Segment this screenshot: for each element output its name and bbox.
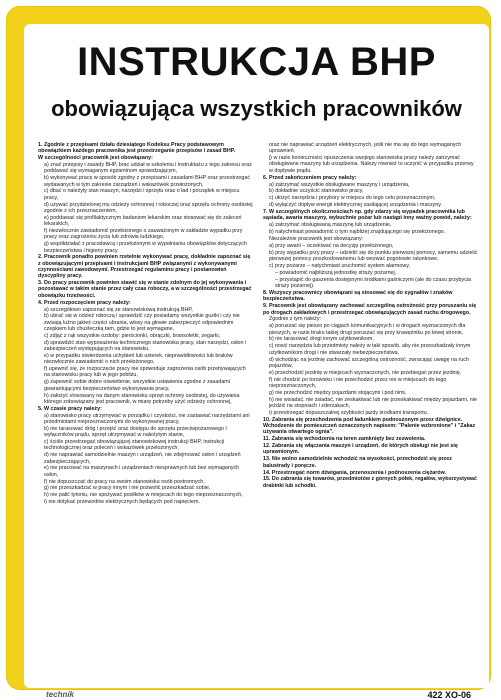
instruction-line: h) założyć stosowany na danym stanowisku sprzęt ochrony osobistej, do używania którego zobowiązany jest pracownik, w miarę potrzeby użyć odzieży ochronnej, — [44, 392, 240, 405]
right-column — [263, 142, 478, 672]
instruction-line: i) przestrzegać dopuszczalnej szybkości jazdy środkami transportu. — [269, 409, 429, 416]
instruction-line: a) poruszać się pieszo po ciągach komunikacyjnych i w drogach wyznaczonych dla pieszych, w razie braku takiej drogi poruszać się przy krawężniku po lewej stronie, — [269, 323, 466, 336]
instruction-line: g) współdziałać z pracodawcą i przełożonymi w wypełnianiu obowiązków dotyczących bezpieczeństwa i higieny pracy. — [44, 241, 247, 254]
instruction-line: f) niezwłocznie zawiadomić przełożonego o zauważonym w zakładzie wypadku przy pracy oraz zagrożeniu życia lub zdrowia ludzkiego, — [44, 228, 243, 241]
instruction-line: 7. W szczególnych okolicznościach np. gdy zdarzy się wypadek pracownika lub sąsiada, awaria maszyny, wybuchnie pożar lub nastąpi inny ważny powód, należy: — [263, 209, 472, 222]
instruction-line: g) nie przeszkadzać w pracy innym i nie pozwolić przeszkadzać sobie, — [44, 485, 211, 492]
instruction-line: g) nie przechodzić między pojazdami stojącymi i pod nimi, — [269, 389, 407, 396]
instruction-line: b) nie tarasować drogi innym użytkownikom, — [269, 336, 374, 343]
instruction-line: e) w przypadku stwierdzenia uchybień lub usterek, nieprawidłowości lub braków niezwłocznie zawiadomić o nich przełożonego, — [44, 353, 233, 366]
instruction-line: 6. Przed zakończeniem pracy należy: — [263, 174, 357, 181]
instruction-line: 2. Pracownik ponadto powinien rzetelnie wykonywać pracę, dokładnie zapoznać się z obowiązującymi przepisami i instrukcjami BHP związanymi z wykonywanymi czynnościami zawodowymi. Przestrzegać regulaminu pracy i postanowień dyscypliny pracy. — [38, 254, 251, 280]
instruction-line: W szczególności pracownik jest obowiązany: — [38, 155, 153, 162]
instruction-line: a) stanowisko pracy utrzymywać w porządku i czystości, nie zastawiać narzędziami ani przedmiotami nieprzeznaczonymi do wykonywanej pracy, — [44, 412, 250, 425]
instruction-line: a) zatrzymać obsługiwaną maszynę lub urządzenie, — [269, 222, 392, 229]
instruction-line: b) natychmiast powiadomić o tym najbliżej znajdującego się przełożonego. — [269, 229, 446, 236]
instruction-line: e) poddawać się profilaktycznym badaniom lekarskim oraz stosować się do zaleceń lekarskich, — [44, 214, 242, 228]
instruction-line: d) sprawdzić stan wyposażenia technicznego stanowiska pracy, stan narzędzi, osłon i zabezpieczeń występujących na stanowisku, — [44, 339, 247, 353]
instruction-line: 10. Zabrania się przechodzenia pod ładunkiem podnoszonym przez dźwignice. Wchodzenie do pomieszczeń oznaczonych napisem: "Palenie wzbronione" i "Zakaz używania otwartego ognia". — [263, 416, 476, 436]
instruction-line: 14. Przestrzegać norm dźwigania, przenoszenia i podnoszenia ciężarów. — [263, 469, 447, 476]
instruction-line: i) nie dotykać przewodów elektrycznych będących pod napięciem. — [44, 499, 200, 506]
instruction-line: b) dokładnie uczyścić stanowisko pracy, — [269, 188, 364, 195]
instruction-line: h) nie wsiadać, nie zsiadać, nie zeskakiwać lub nie przeskakiwać między pojazdami, nie jeździć na stopniach i zderzakach, — [269, 396, 477, 410]
instruction-line: b) wykonywać pracę w sposób zgodny z przepisami i zasadami BHP oraz przestrzegać wydawanych w tym zakresie zarządzeń i wskazówek przełożonych, — [44, 175, 251, 188]
instruction-line: j) w razie konieczności opuszczenia swojego stanowiska pracy należy zatrzymać obsługiwane maszyny lub urządzenia. Należy również to uczynić w przypadku przerwy w dopływie prądu. — [269, 155, 474, 174]
instruction-panel — [24, 24, 489, 700]
instruction-line: 13. Nie wolno samodzielnie wchodzić na wysokości, przechodzić się przez balustrady i poręcze. — [263, 456, 452, 469]
instruction-line: Niezależnie pracownik jest obowiązany: — [269, 236, 364, 243]
instruction-line: f) upewnić się, że rozpoczęcie pracy nie spowoduje zagrożenia osób przebywających na stanowisku pracy lub w jego pobliżu, — [44, 366, 246, 379]
instruction-columns — [38, 142, 478, 672]
instruction-line: d) wyłączyć dopływ energii elektrycznej zasilającej urządzenia i maszyny. — [269, 202, 443, 209]
instruction-line: c) przy pożarze – natychmiast uruchomić system alarmowy, — [269, 263, 410, 270]
instruction-line: d) używać przydzielonej mu odzieży ochronnej i roboczej oraz sprzętu ochrony osobistej zgodnie z ich przeznaczeniem, — [44, 201, 253, 214]
instruction-line: h) nie palić tytoniu, nie spożywać posiłków w miejscach do tego nieprzeznaczonych, — [44, 492, 243, 499]
instruction-line: e) przechodzić jezdnię w miejscach wyznaczonych, nie przebiegać przez jezdnię, — [269, 369, 462, 376]
instruction-line: f) nie dopuszczać do pracy na swoim stanowisku osób postronnych, — [44, 478, 205, 485]
instruction-line: c) dbać o należyty stan maszyn, narzędzi i sprzętu oraz o ład i porządek w miejscu pracy, — [44, 188, 240, 201]
safety-sign-frame — [6, 6, 491, 700]
instruction-line: a) znać przepisy i zasady BHP, brać udział w szkoleniu i instruktażu z tego zakresu oraz poddawać się wymaganym egzaminom sprawdzającym, — [44, 162, 252, 175]
instruction-line: f) nie chodzić po torowisku i nie przechodzić przez nie w miejscach do tego nieprzeznaczonych, — [269, 376, 447, 389]
instruction-line: c) nosić narzędzia lub przedmioty należy w taki sposób, aby nie przeszkadzały innym użytkownikom drogi i nie stwarzały niebezpieczeństwa, — [269, 343, 471, 356]
instruction-line: 12. Zabrania się włączania maszyn i urządzeń, do których obsługi nie jest się uprawnionym. — [263, 443, 458, 456]
page-subtitle: obowiązująca wszystkich pracowników — [51, 96, 462, 121]
instruction-line: 3. Do pracy pracownik powinien stawić się w stanie zdolnym do jej wykonywania i pozostawać w takim stanie przez cały czas roboczy, a w szczególności przestrzegać obowiązku trzeźwości. — [38, 280, 252, 299]
instruction-line: 1. Zgodnie z przepisami działu dziesiątego Kodeksu Pracy podstawowym obowiązkiem każdego pracownika jest przestrzeganie przepisów i zasad BHP. — [38, 142, 236, 155]
instruction-line: – przystąpić do gaszenia dostępnymi środkami gaśniczymi (ale do czasu przybycia straży pożarnej). — [275, 276, 472, 290]
brand-logo: technik — [46, 690, 75, 699]
instruction-line: c) ściśle przestrzegać obowiązującej stanowiskowej instrukcji BHP, instrukcji technologicznej oraz poleceń i wskazówek przełożonych, — [44, 439, 225, 452]
instruction-line: a) zatrzymać wszystkie obsługiwane maszyny i urządzenia, — [269, 181, 410, 188]
instruction-line: c) ułożyć narzędzia i przybory w miejscu do tego celu przeznaczonym, — [269, 195, 436, 202]
instruction-line: d) wchodząc na jezdnię zachować szczególną ostrożność, zwracając uwagę na ruch pojazdów, — [269, 356, 469, 369]
instruction-line: b) nie tarasować dróg i przejść oraz dostępu do sprzętu przeciwpożarowego i wyłączników prądu, sprzęt utrzymywać w należytym stanie, — [44, 425, 227, 439]
instruction-line: b) przy wypadku przy pracy – udzielić się do punktu pierwszej pomocy, samemu udzielić pierwszej pomocy poszkodowanemu lub wezwać pogotowie ratunkowe, — [269, 249, 478, 263]
instruction-line: a) przy awarii – oczekiwać na decyzję przełożonego, — [269, 242, 394, 249]
instruction-line: c) zdjąć z rąk wszystkie ozdoby: pierścionki, obrączki, bransoletki, zegarki, — [44, 332, 221, 339]
instruction-line: – powiadomić najbliższą jednostkę straży pożarnej, — [275, 269, 397, 276]
instruction-line: 5. W czasie pracy należy: — [38, 405, 102, 412]
instruction-line: g) zapewnić sobie dobre oświetlenie, wszystkie ustawienia zgodne z zasadami gwarantującymi bezpieczeństwo wykonywania pracy, — [44, 379, 230, 392]
instruction-line: oraz nie naprawiać urządzeń elektrycznych, jeśli nie ma się do tego wymaganych uprawnień, — [269, 142, 462, 155]
instruction-line: e) nie pracować na maszynach i urządzeniach niesprawnych lub bez wymaganych osłon, — [44, 465, 240, 478]
instruction-line: 15. Do zabrania się towarów, przedmiotów z górnych półek, regałów, wykorzystywać drabinki lub schodki. — [263, 476, 478, 489]
left-column — [38, 142, 253, 672]
instruction-line: 11. Zabrania się wchodzenia na teren zamknięty bez zezwolenia. — [263, 436, 426, 443]
instruction-line: a) szczegółowo zapoznać się ze stanowiskową instrukcją BHP, — [44, 306, 193, 313]
instruction-line: Zgodnie z tym należy: — [269, 316, 321, 323]
page-title: INSTRUKCJA BHP — [77, 40, 436, 84]
instruction-line: d) nie naprawiać samodzielnie maszyn i urządzeń, nie zdejmować osłon i urządzeń zabezpieczających, — [44, 452, 241, 465]
product-code: 422 XO-06 — [427, 690, 471, 700]
instruction-line: 4. Przed rozpoczęciem pracy należy: — [38, 299, 131, 306]
instruction-line: 9. Pracownik jest obowiązany zachować szczególną ostrożność przy poruszaniu się po drogach zakładowych i przestrzegać obowiązujących zasad ruchu drogowego. — [263, 303, 477, 316]
instruction-line: b) ubrać się w odzież roboczą i sprawdzić czy posiadamy wszystkie guziki i czy nie zwisają luźno jakieś części ubrania, włosy na głowie zabezpieczyć odpowiednim czepkiem lub chusteczką tam, gdzie to jest wymagane, — [44, 313, 240, 333]
instruction-line: 8. Wszyscy pracownicy obowiązani są stosować się do sygnałów i znaków bezpieczeństwa. — [263, 290, 453, 303]
